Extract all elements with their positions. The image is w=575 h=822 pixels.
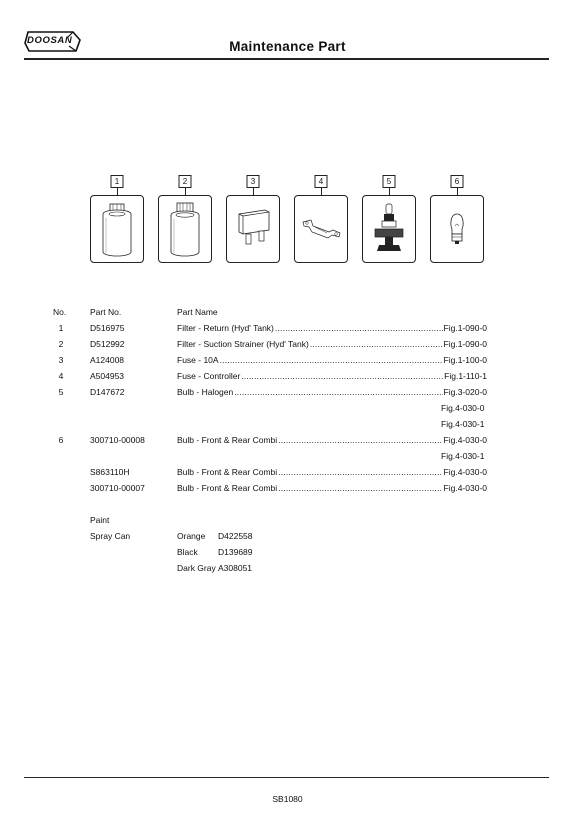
paint-code: A308051 xyxy=(218,563,253,573)
paint-color: Dark Gray xyxy=(177,563,216,573)
figure-number: 6 xyxy=(451,175,464,188)
row-no: 2 xyxy=(58,339,64,349)
row-fig-ref: Fig.4-030-0 xyxy=(443,467,487,477)
filter-cartridge-icon xyxy=(91,196,143,262)
row-no: 5 xyxy=(58,387,64,397)
row-no: 1 xyxy=(58,323,64,333)
figure-number: 5 xyxy=(383,175,396,188)
row-part-no: A504953 xyxy=(90,371,125,381)
page-code: SB1080 xyxy=(272,794,303,804)
row-part-name: Fuse - 10A xyxy=(177,355,219,365)
paint-color: Black xyxy=(177,547,198,557)
figure-number: 4 xyxy=(315,175,328,188)
blade-fuse-icon xyxy=(227,196,279,262)
row-part-no: 300710-00007 xyxy=(90,483,145,493)
row-fig-ref: Fig.4-030-0 xyxy=(441,403,485,413)
row-fig-ref: Fig.4-030-0 xyxy=(443,435,487,445)
row-fig-ref: Fig.1-090-0 xyxy=(443,323,487,333)
row-part-no: 300710-00008 xyxy=(90,435,145,445)
paint-code: D139689 xyxy=(218,547,253,557)
row-part-no: D512992 xyxy=(90,339,125,349)
paint-code: D422558 xyxy=(218,531,253,541)
row-part-name: Filter - Suction Strainer (Hyd' Tank) xyxy=(177,339,309,349)
strainer-cartridge-icon xyxy=(159,196,211,262)
row-fig-ref: Fig.1-100-0 xyxy=(443,355,487,365)
row-part-name: Bulb - Front & Rear Combi xyxy=(177,467,278,477)
row-part-name: Bulb - Front & Rear Combi xyxy=(177,483,278,493)
header-rule xyxy=(24,58,549,60)
figure-number: 1 xyxy=(111,175,124,188)
footer-rule xyxy=(24,777,549,778)
brand-wordmark: DOOSAN xyxy=(27,35,73,46)
row-no: 6 xyxy=(58,435,64,445)
row-part-name: Filter - Return (Hyd' Tank) xyxy=(177,323,274,333)
figure-number: 3 xyxy=(247,175,260,188)
row-part-no: A124008 xyxy=(90,355,125,365)
header-part-name: Part Name xyxy=(177,307,218,317)
row-fig-ref: Fig.1-110-1 xyxy=(444,371,487,381)
paint-heading: Paint xyxy=(90,515,110,525)
row-part-no: S863110H xyxy=(90,467,130,477)
row-part-no: D516975 xyxy=(90,323,125,333)
halogen-bulb-icon xyxy=(363,196,415,262)
row-no: 4 xyxy=(58,371,64,381)
row-part-no: D147672 xyxy=(90,387,125,397)
row-no: 3 xyxy=(58,355,64,365)
row-fig-ref: Fig.3-020-0 xyxy=(443,387,487,397)
row-fig-ref: Fig.4-030-1 xyxy=(441,451,485,461)
header-no: No. xyxy=(53,307,67,317)
header-part-no: Part No. xyxy=(90,307,122,317)
figure-number: 2 xyxy=(179,175,192,188)
row-part-name: Fuse - Controller xyxy=(177,371,241,381)
paint-color: Orange xyxy=(177,531,206,541)
row-fig-ref: Fig.1-090-0 xyxy=(443,339,487,349)
page-title: Maintenance Part xyxy=(229,39,346,54)
row-part-name: Bulb - Halogen xyxy=(177,387,234,397)
miniature-bulb-icon xyxy=(431,196,483,262)
row-fig-ref: Fig.4-030-1 xyxy=(441,419,485,429)
row-part-name: Bulb - Front & Rear Combi xyxy=(177,435,278,445)
controller-fuse-icon xyxy=(295,196,347,262)
row-fig-ref: Fig.4-030-0 xyxy=(443,483,487,493)
paint-item: Spray Can xyxy=(90,531,131,541)
